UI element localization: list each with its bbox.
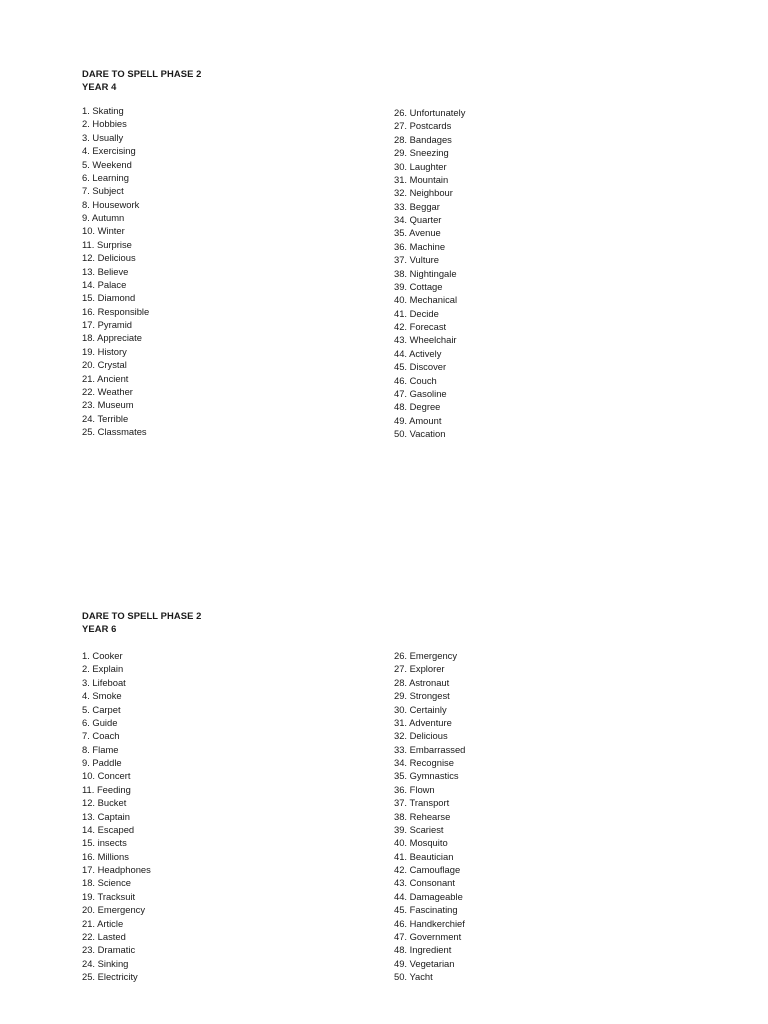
list-item: 42. Forecast bbox=[394, 321, 447, 332]
list-item: 37. Transport bbox=[394, 797, 450, 809]
list-item: 12. Bucket bbox=[82, 797, 127, 809]
list-item: 34. Recognise bbox=[394, 757, 454, 768]
list-item: 21. Article bbox=[82, 917, 124, 929]
list-item: 10. Concert bbox=[82, 770, 131, 782]
list-item: 30. Laughter bbox=[394, 160, 447, 172]
list-item: 24. Terrible bbox=[82, 412, 129, 424]
list-item: 47. Government bbox=[394, 930, 462, 942]
list-item: 39. Cottage bbox=[394, 280, 443, 292]
list-item: 42. Camouflage bbox=[394, 864, 461, 875]
list-item: 15. Diamond bbox=[82, 292, 136, 304]
list-item: 1. Skating bbox=[82, 105, 124, 116]
list-item: 3. Usually bbox=[82, 131, 124, 143]
list-item: 39. Scariest bbox=[394, 823, 444, 835]
list-item: 2. Hobbies bbox=[82, 118, 127, 130]
list-item: 32. Delicious bbox=[394, 730, 448, 742]
list-item: 9. Paddle bbox=[82, 757, 122, 768]
list-item: 27. Postcards bbox=[394, 120, 452, 132]
list-item: 49. Vegetarian bbox=[394, 957, 455, 969]
list-item: 21. Ancient bbox=[82, 372, 129, 384]
list-item: 9. Autumn bbox=[82, 212, 125, 223]
word-list-left bbox=[82, 104, 149, 438]
list-item: 34. Quarter bbox=[394, 214, 442, 225]
list-item: 13. Captain bbox=[82, 810, 130, 822]
list-item: 44. Actively bbox=[394, 347, 442, 359]
list-item: 43. Consonant bbox=[394, 877, 455, 889]
list-item: 12. Delicious bbox=[82, 252, 136, 264]
word-list-right bbox=[394, 106, 465, 440]
list-item: 4. Exercising bbox=[82, 145, 136, 157]
list-item: 50. Vacation bbox=[394, 428, 446, 439]
list-item: 30. Certainly bbox=[394, 703, 447, 715]
list-item: 29. Sneezing bbox=[394, 147, 449, 159]
list-item: 24. Sinking bbox=[82, 957, 129, 969]
list-item: 4. Smoke bbox=[82, 690, 122, 702]
list-item: 19. Tracksuit bbox=[82, 890, 136, 902]
list-item: 20. Emergency bbox=[82, 904, 146, 916]
list-item: 40. Mechanical bbox=[394, 294, 458, 306]
list-item: 8. Housework bbox=[82, 198, 140, 210]
list-item: 26. Unfortunately bbox=[394, 107, 466, 118]
list-item: 44. Damageable bbox=[394, 890, 463, 902]
word-list-right bbox=[394, 649, 465, 983]
list-item: 5. Weekend bbox=[82, 158, 132, 170]
list-item: 27. Explorer bbox=[394, 663, 445, 675]
list-item: 18. Science bbox=[82, 877, 131, 889]
list-item: 5. Carpet bbox=[82, 703, 121, 715]
section-heading bbox=[82, 67, 202, 93]
section-title: DARE TO SPELL PHASE 2 bbox=[82, 610, 202, 621]
list-item: 25. Classmates bbox=[82, 426, 147, 437]
list-item: 33. Embarrassed bbox=[394, 743, 466, 755]
list-item: 23. Dramatic bbox=[82, 944, 136, 956]
list-item: 28. Bandages bbox=[394, 133, 452, 145]
list-item: 22. Lasted bbox=[82, 930, 126, 942]
list-item: 20. Crystal bbox=[82, 359, 127, 371]
section-subtitle: YEAR 4 bbox=[82, 81, 117, 92]
list-item: 7. Coach bbox=[82, 730, 120, 742]
list-item: 18. Appreciate bbox=[82, 332, 142, 344]
list-item: 26. Emergency bbox=[394, 650, 458, 661]
list-item: 17. Pyramid bbox=[82, 319, 133, 330]
list-item: 7. Subject bbox=[82, 185, 124, 197]
list-item: 3. Lifeboat bbox=[82, 676, 126, 688]
list-item: 41. Beautician bbox=[394, 850, 454, 862]
list-item: 13. Believe bbox=[82, 265, 129, 277]
list-item: 38. Nightingale bbox=[394, 267, 457, 279]
list-item: 6. Guide bbox=[82, 716, 118, 728]
list-item: 25. Electricity bbox=[82, 971, 138, 982]
word-list-left bbox=[82, 649, 151, 983]
list-item: 49. Amount bbox=[394, 414, 442, 426]
list-item: 23. Museum bbox=[82, 399, 134, 411]
list-item: 31. Adventure bbox=[394, 716, 452, 728]
list-item: 40. Mosquito bbox=[394, 837, 448, 849]
list-item: 1. Cooker bbox=[82, 650, 123, 661]
list-item: 16. Millions bbox=[82, 850, 129, 862]
list-item: 28. Astronaut bbox=[394, 676, 450, 688]
list-item: 38. Rehearse bbox=[394, 810, 451, 822]
list-item: 35. Gymnastics bbox=[394, 770, 459, 782]
list-item: 32. Neighbour bbox=[394, 187, 453, 199]
list-item: 33. Beggar bbox=[394, 200, 440, 212]
list-item: 48. Ingredient bbox=[394, 944, 452, 956]
list-item: 29. Strongest bbox=[394, 690, 450, 702]
section-title: DARE TO SPELL PHASE 2 bbox=[82, 68, 202, 79]
list-item: 14. Escaped bbox=[82, 823, 135, 835]
section-heading bbox=[82, 609, 202, 635]
list-item: 43. Wheelchair bbox=[394, 334, 457, 346]
list-item: 11. Surprise bbox=[82, 238, 132, 250]
list-item: 47. Gasoline bbox=[394, 387, 447, 399]
list-item: 22. Weather bbox=[82, 385, 133, 397]
list-item: 15. insects bbox=[82, 837, 127, 849]
list-item: 8. Flame bbox=[82, 743, 119, 755]
list-item: 6. Learning bbox=[82, 171, 129, 183]
list-item: 46. Couch bbox=[394, 374, 437, 386]
list-item: 45. Discover bbox=[394, 361, 447, 373]
list-item: 16. Responsible bbox=[82, 305, 150, 317]
list-item: 37. Vulture bbox=[394, 254, 439, 266]
list-item: 50. Yacht bbox=[394, 971, 433, 982]
list-item: 36. Flown bbox=[394, 783, 435, 795]
list-item: 45. Fascinating bbox=[394, 904, 458, 916]
list-item: 36. Machine bbox=[394, 240, 446, 252]
list-item: 31. Mountain bbox=[394, 173, 449, 185]
list-item: 11. Feeding bbox=[82, 783, 131, 795]
list-item: 17. Headphones bbox=[82, 864, 151, 875]
list-item: 2. Explain bbox=[82, 663, 124, 675]
list-item: 35. Avenue bbox=[394, 227, 441, 239]
list-item: 14. Palace bbox=[82, 278, 127, 290]
list-item: 19. History bbox=[82, 345, 127, 357]
list-item: 48. Degree bbox=[394, 401, 441, 413]
list-item: 41. Decide bbox=[394, 307, 439, 319]
list-item: 46. Handkerchief bbox=[394, 917, 465, 929]
list-item: 10. Winter bbox=[82, 225, 125, 237]
section-subtitle: YEAR 6 bbox=[82, 623, 117, 634]
